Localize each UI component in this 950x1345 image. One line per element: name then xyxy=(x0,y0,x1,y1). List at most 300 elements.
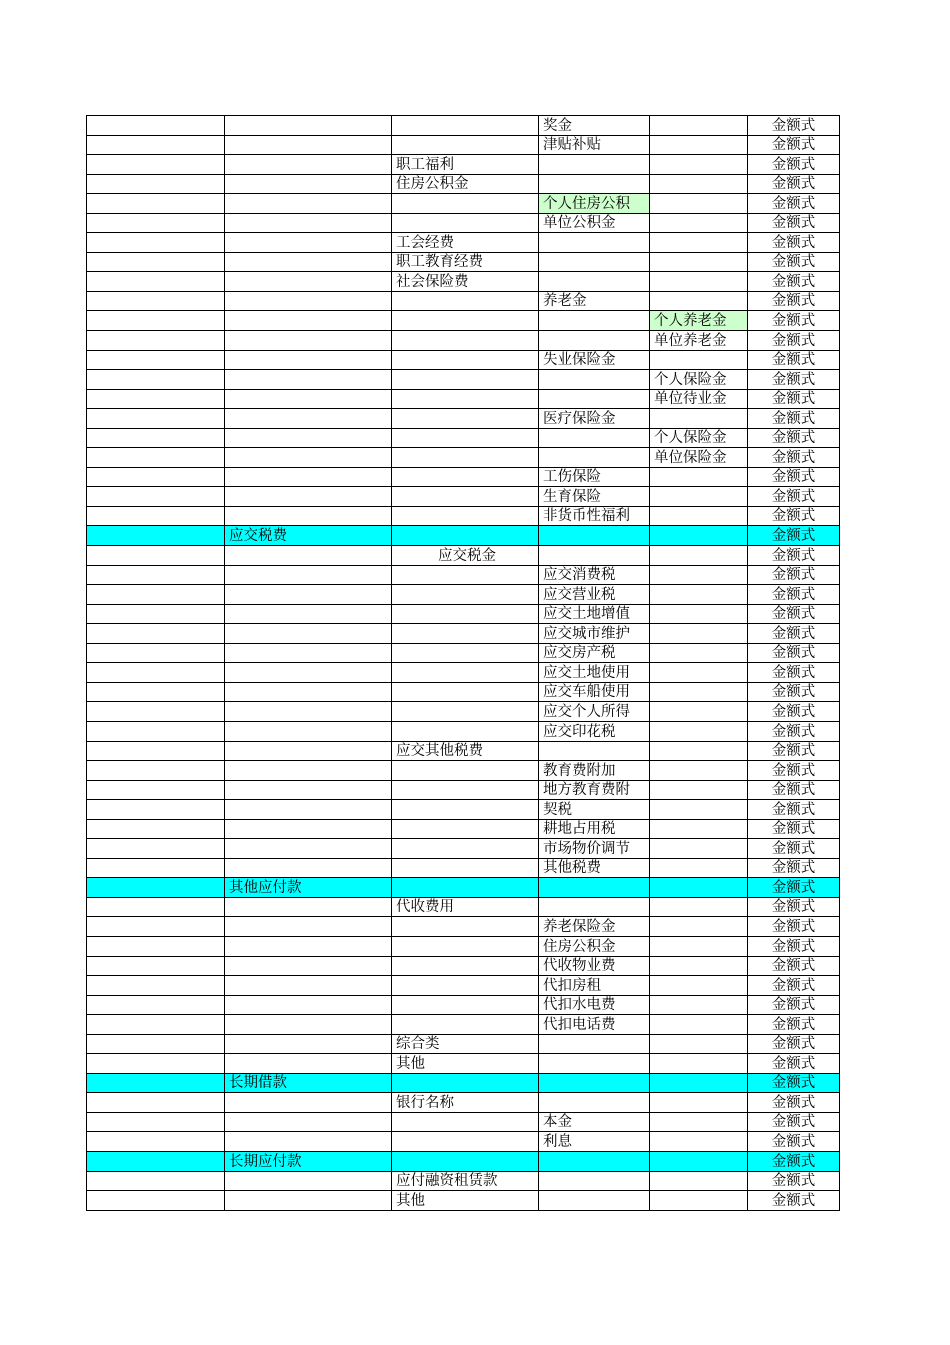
col-d-cell[interactable]: 住房公积金 xyxy=(539,936,650,956)
col-e-cell[interactable] xyxy=(650,741,748,761)
col-e-cell[interactable] xyxy=(650,800,748,820)
col-b-cell[interactable]: 长期应付款 xyxy=(225,1151,392,1171)
col-c-cell[interactable] xyxy=(392,389,539,409)
col-b-cell[interactable] xyxy=(225,761,392,781)
col-a-cell[interactable] xyxy=(87,526,225,546)
col-d-cell[interactable] xyxy=(539,1054,650,1074)
format-cell[interactable]: 金额式 xyxy=(748,702,840,722)
col-e-cell[interactable] xyxy=(650,526,748,546)
col-a-cell[interactable] xyxy=(87,428,225,448)
format-cell[interactable]: 金额式 xyxy=(748,233,840,253)
col-e-cell[interactable] xyxy=(650,936,748,956)
format-cell[interactable]: 金额式 xyxy=(748,643,840,663)
col-d-cell[interactable]: 地方教育费附 xyxy=(539,780,650,800)
col-c-cell[interactable] xyxy=(392,291,539,311)
col-c-cell[interactable]: 其他 xyxy=(392,1054,539,1074)
col-a-cell[interactable] xyxy=(87,467,225,487)
col-c-cell[interactable] xyxy=(392,800,539,820)
format-cell[interactable]: 金额式 xyxy=(748,682,840,702)
col-c-cell[interactable] xyxy=(392,956,539,976)
col-b-cell[interactable] xyxy=(225,116,392,136)
col-c-cell[interactable] xyxy=(392,331,539,351)
col-b-cell[interactable] xyxy=(225,643,392,663)
col-b-cell[interactable] xyxy=(225,956,392,976)
col-b-cell[interactable] xyxy=(225,291,392,311)
col-a-cell[interactable] xyxy=(87,956,225,976)
col-c-cell[interactable] xyxy=(392,858,539,878)
col-b-cell[interactable] xyxy=(225,311,392,331)
format-cell[interactable]: 金额式 xyxy=(748,448,840,468)
col-b-cell[interactable]: 其他应付款 xyxy=(225,878,392,898)
col-d-cell[interactable]: 养老金 xyxy=(539,291,650,311)
col-a-cell[interactable] xyxy=(87,995,225,1015)
col-b-cell[interactable] xyxy=(225,370,392,390)
col-a-cell[interactable] xyxy=(87,272,225,292)
col-a-cell[interactable] xyxy=(87,135,225,155)
col-d-cell[interactable] xyxy=(539,252,650,272)
col-d-cell[interactable]: 工伤保险 xyxy=(539,467,650,487)
col-a-cell[interactable] xyxy=(87,174,225,194)
col-b-cell[interactable] xyxy=(225,428,392,448)
col-d-cell[interactable]: 代收物业费 xyxy=(539,956,650,976)
col-d-cell[interactable] xyxy=(539,311,650,331)
format-cell[interactable]: 金额式 xyxy=(748,956,840,976)
col-c-cell[interactable] xyxy=(392,585,539,605)
col-a-cell[interactable] xyxy=(87,389,225,409)
col-b-cell[interactable] xyxy=(225,213,392,233)
col-c-cell[interactable] xyxy=(392,721,539,741)
format-cell[interactable]: 金额式 xyxy=(748,819,840,839)
col-e-cell[interactable] xyxy=(650,506,748,526)
col-e-cell[interactable] xyxy=(650,252,748,272)
col-e-cell[interactable] xyxy=(650,1171,748,1191)
col-e-cell[interactable] xyxy=(650,1054,748,1074)
format-cell[interactable]: 金额式 xyxy=(748,761,840,781)
format-cell[interactable]: 金额式 xyxy=(748,1151,840,1171)
col-a-cell[interactable] xyxy=(87,409,225,429)
col-b-cell[interactable] xyxy=(225,1132,392,1152)
col-a-cell[interactable] xyxy=(87,506,225,526)
col-e-cell[interactable] xyxy=(650,1132,748,1152)
col-e-cell[interactable] xyxy=(650,878,748,898)
col-d-cell[interactable]: 代扣房租 xyxy=(539,976,650,996)
col-d-cell[interactable] xyxy=(539,546,650,566)
col-a-cell[interactable] xyxy=(87,1151,225,1171)
format-cell[interactable]: 金额式 xyxy=(748,135,840,155)
col-a-cell[interactable] xyxy=(87,233,225,253)
col-c-cell[interactable] xyxy=(392,624,539,644)
col-a-cell[interactable] xyxy=(87,331,225,351)
col-d-cell[interactable] xyxy=(539,370,650,390)
format-cell[interactable]: 金额式 xyxy=(748,1015,840,1035)
col-e-cell[interactable] xyxy=(650,135,748,155)
col-a-cell[interactable] xyxy=(87,1015,225,1035)
format-cell[interactable]: 金额式 xyxy=(748,897,840,917)
col-d-cell[interactable]: 本金 xyxy=(539,1112,650,1132)
col-c-cell[interactable] xyxy=(392,1151,539,1171)
format-cell[interactable]: 金额式 xyxy=(748,917,840,937)
col-b-cell[interactable] xyxy=(225,604,392,624)
col-d-cell[interactable] xyxy=(539,1171,650,1191)
col-c-cell[interactable] xyxy=(392,976,539,996)
col-d-cell[interactable]: 应交土地使用 xyxy=(539,663,650,683)
col-a-cell[interactable] xyxy=(87,858,225,878)
col-c-cell[interactable] xyxy=(392,311,539,331)
col-c-cell[interactable]: 工会经费 xyxy=(392,233,539,253)
col-c-cell[interactable] xyxy=(392,995,539,1015)
col-b-cell[interactable] xyxy=(225,409,392,429)
col-e-cell[interactable] xyxy=(650,585,748,605)
col-a-cell[interactable] xyxy=(87,116,225,136)
col-e-cell[interactable] xyxy=(650,858,748,878)
col-c-cell[interactable] xyxy=(392,917,539,937)
col-a-cell[interactable] xyxy=(87,546,225,566)
col-b-cell[interactable] xyxy=(225,135,392,155)
col-e-cell[interactable]: 单位养老金 xyxy=(650,331,748,351)
col-c-cell[interactable] xyxy=(392,350,539,370)
col-c-cell[interactable]: 应交其他税费 xyxy=(392,741,539,761)
col-e-cell[interactable] xyxy=(650,956,748,976)
format-cell[interactable]: 金额式 xyxy=(748,1093,840,1113)
col-b-cell[interactable] xyxy=(225,252,392,272)
col-d-cell[interactable]: 代扣水电费 xyxy=(539,995,650,1015)
col-d-cell[interactable]: 其他税费 xyxy=(539,858,650,878)
col-c-cell[interactable] xyxy=(392,1112,539,1132)
col-e-cell[interactable] xyxy=(650,1112,748,1132)
format-cell[interactable]: 金额式 xyxy=(748,839,840,859)
col-d-cell[interactable]: 生育保险 xyxy=(539,487,650,507)
col-d-cell[interactable]: 应交个人所得 xyxy=(539,702,650,722)
col-d-cell[interactable]: 应交印花税 xyxy=(539,721,650,741)
col-e-cell[interactable] xyxy=(650,682,748,702)
col-e-cell[interactable] xyxy=(650,565,748,585)
format-cell[interactable]: 金额式 xyxy=(748,291,840,311)
col-a-cell[interactable] xyxy=(87,311,225,331)
col-e-cell[interactable] xyxy=(650,995,748,1015)
col-c-cell[interactable] xyxy=(392,409,539,429)
col-a-cell[interactable] xyxy=(87,761,225,781)
col-e-cell[interactable] xyxy=(650,1015,748,1035)
col-a-cell[interactable] xyxy=(87,370,225,390)
col-b-cell[interactable] xyxy=(225,331,392,351)
col-e-cell[interactable] xyxy=(650,604,748,624)
col-c-cell[interactable] xyxy=(392,819,539,839)
col-e-cell[interactable] xyxy=(650,721,748,741)
col-a-cell[interactable] xyxy=(87,936,225,956)
col-c-cell[interactable]: 应交税金 xyxy=(392,546,539,566)
col-d-cell[interactable]: 非货币性福利 xyxy=(539,506,650,526)
col-b-cell[interactable] xyxy=(225,1034,392,1054)
format-cell[interactable]: 金额式 xyxy=(748,585,840,605)
col-a-cell[interactable] xyxy=(87,917,225,937)
col-c-cell[interactable]: 综合类 xyxy=(392,1034,539,1054)
col-a-cell[interactable] xyxy=(87,1191,225,1211)
col-c-cell[interactable] xyxy=(392,135,539,155)
col-e-cell[interactable] xyxy=(650,155,748,175)
format-cell[interactable]: 金额式 xyxy=(748,272,840,292)
col-c-cell[interactable] xyxy=(392,682,539,702)
col-a-cell[interactable] xyxy=(87,682,225,702)
col-a-cell[interactable] xyxy=(87,702,225,722)
col-d-cell[interactable]: 应交消费税 xyxy=(539,565,650,585)
col-d-cell[interactable]: 应交营业税 xyxy=(539,585,650,605)
col-d-cell[interactable] xyxy=(539,389,650,409)
col-d-cell[interactable] xyxy=(539,1034,650,1054)
col-c-cell[interactable] xyxy=(392,526,539,546)
col-b-cell[interactable] xyxy=(225,467,392,487)
col-a-cell[interactable] xyxy=(87,1171,225,1191)
col-b-cell[interactable] xyxy=(225,839,392,859)
col-b-cell[interactable] xyxy=(225,976,392,996)
col-d-cell[interactable]: 应交房产税 xyxy=(539,643,650,663)
col-c-cell[interactable] xyxy=(392,116,539,136)
format-cell[interactable]: 金额式 xyxy=(748,604,840,624)
col-e-cell[interactable] xyxy=(650,272,748,292)
format-cell[interactable]: 金额式 xyxy=(748,370,840,390)
col-b-cell[interactable] xyxy=(225,350,392,370)
col-d-cell[interactable] xyxy=(539,331,650,351)
col-b-cell[interactable] xyxy=(225,1054,392,1074)
col-e-cell[interactable] xyxy=(650,233,748,253)
col-d-cell[interactable]: 利息 xyxy=(539,1132,650,1152)
format-cell[interactable]: 金额式 xyxy=(748,878,840,898)
col-d-cell[interactable] xyxy=(539,897,650,917)
format-cell[interactable]: 金额式 xyxy=(748,1191,840,1211)
col-d-cell[interactable] xyxy=(539,428,650,448)
col-d-cell[interactable]: 应交城市维护 xyxy=(539,624,650,644)
format-cell[interactable]: 金额式 xyxy=(748,1112,840,1132)
col-c-cell[interactable] xyxy=(392,643,539,663)
col-e-cell[interactable] xyxy=(650,780,748,800)
col-c-cell[interactable]: 社会保险费 xyxy=(392,272,539,292)
col-b-cell[interactable] xyxy=(225,682,392,702)
col-a-cell[interactable] xyxy=(87,839,225,859)
col-e-cell[interactable] xyxy=(650,467,748,487)
format-cell[interactable]: 金额式 xyxy=(748,663,840,683)
col-b-cell[interactable] xyxy=(225,858,392,878)
col-b-cell[interactable] xyxy=(225,546,392,566)
col-b-cell[interactable] xyxy=(225,565,392,585)
col-d-cell[interactable]: 教育费附加 xyxy=(539,761,650,781)
format-cell[interactable]: 金额式 xyxy=(748,467,840,487)
format-cell[interactable]: 金额式 xyxy=(748,155,840,175)
col-e-cell[interactable] xyxy=(650,1191,748,1211)
col-c-cell[interactable] xyxy=(392,936,539,956)
col-b-cell[interactable] xyxy=(225,233,392,253)
format-cell[interactable]: 金额式 xyxy=(748,1132,840,1152)
format-cell[interactable]: 金额式 xyxy=(748,1034,840,1054)
col-c-cell[interactable] xyxy=(392,487,539,507)
format-cell[interactable]: 金额式 xyxy=(748,565,840,585)
col-b-cell[interactable] xyxy=(225,702,392,722)
col-a-cell[interactable] xyxy=(87,604,225,624)
format-cell[interactable]: 金额式 xyxy=(748,976,840,996)
col-d-cell[interactable]: 奖金 xyxy=(539,116,650,136)
col-d-cell[interactable]: 津贴补贴 xyxy=(539,135,650,155)
col-d-cell[interactable]: 单位公积金 xyxy=(539,213,650,233)
format-cell[interactable]: 金额式 xyxy=(748,487,840,507)
col-d-cell[interactable]: 代扣电话费 xyxy=(539,1015,650,1035)
col-e-cell[interactable] xyxy=(650,976,748,996)
format-cell[interactable]: 金额式 xyxy=(748,858,840,878)
col-d-cell[interactable]: 失业保险金 xyxy=(539,350,650,370)
format-cell[interactable]: 金额式 xyxy=(748,506,840,526)
col-c-cell[interactable] xyxy=(392,780,539,800)
col-a-cell[interactable] xyxy=(87,1132,225,1152)
col-c-cell[interactable] xyxy=(392,448,539,468)
col-b-cell[interactable] xyxy=(225,663,392,683)
col-d-cell[interactable]: 应交土地增值 xyxy=(539,604,650,624)
col-b-cell[interactable] xyxy=(225,506,392,526)
col-c-cell[interactable] xyxy=(392,467,539,487)
col-e-cell[interactable] xyxy=(650,194,748,214)
col-e-cell[interactable]: 个人保险金 xyxy=(650,370,748,390)
col-e-cell[interactable] xyxy=(650,174,748,194)
col-b-cell[interactable] xyxy=(225,448,392,468)
col-c-cell[interactable] xyxy=(392,565,539,585)
col-e-cell[interactable] xyxy=(650,409,748,429)
col-b-cell[interactable] xyxy=(225,917,392,937)
col-c-cell[interactable] xyxy=(392,878,539,898)
format-cell[interactable]: 金额式 xyxy=(748,409,840,429)
col-b-cell[interactable] xyxy=(225,1112,392,1132)
format-cell[interactable]: 金额式 xyxy=(748,800,840,820)
format-cell[interactable]: 金额式 xyxy=(748,331,840,351)
col-d-cell[interactable] xyxy=(539,1073,650,1093)
col-c-cell[interactable]: 应付融资租赁款 xyxy=(392,1171,539,1191)
col-d-cell[interactable]: 医疗保险金 xyxy=(539,409,650,429)
col-b-cell[interactable] xyxy=(225,897,392,917)
col-b-cell[interactable] xyxy=(225,1015,392,1035)
col-d-cell[interactable] xyxy=(539,155,650,175)
format-cell[interactable]: 金额式 xyxy=(748,116,840,136)
col-b-cell[interactable] xyxy=(225,780,392,800)
col-e-cell[interactable] xyxy=(650,839,748,859)
col-e-cell[interactable] xyxy=(650,819,748,839)
col-c-cell[interactable] xyxy=(392,1073,539,1093)
col-b-cell[interactable] xyxy=(225,272,392,292)
format-cell[interactable]: 金额式 xyxy=(748,213,840,233)
col-e-cell[interactable] xyxy=(650,897,748,917)
col-e-cell[interactable]: 单位保险金 xyxy=(650,448,748,468)
col-c-cell[interactable] xyxy=(392,506,539,526)
col-a-cell[interactable] xyxy=(87,1054,225,1074)
col-d-cell[interactable]: 养老保险金 xyxy=(539,917,650,937)
col-a-cell[interactable] xyxy=(87,252,225,272)
col-a-cell[interactable] xyxy=(87,1073,225,1093)
col-b-cell[interactable]: 长期借款 xyxy=(225,1073,392,1093)
col-c-cell[interactable] xyxy=(392,761,539,781)
col-a-cell[interactable] xyxy=(87,585,225,605)
col-a-cell[interactable] xyxy=(87,976,225,996)
col-c-cell[interactable] xyxy=(392,213,539,233)
col-b-cell[interactable] xyxy=(225,624,392,644)
col-c-cell[interactable]: 代收费用 xyxy=(392,897,539,917)
col-b-cell[interactable] xyxy=(225,1093,392,1113)
col-a-cell[interactable] xyxy=(87,643,225,663)
col-a-cell[interactable] xyxy=(87,663,225,683)
col-e-cell[interactable] xyxy=(650,643,748,663)
col-c-cell[interactable] xyxy=(392,370,539,390)
col-c-cell[interactable]: 其他 xyxy=(392,1191,539,1211)
format-cell[interactable]: 金额式 xyxy=(748,780,840,800)
format-cell[interactable]: 金额式 xyxy=(748,252,840,272)
col-d-cell[interactable] xyxy=(539,272,650,292)
col-a-cell[interactable] xyxy=(87,487,225,507)
col-e-cell[interactable]: 个人保险金 xyxy=(650,428,748,448)
col-e-cell[interactable] xyxy=(650,624,748,644)
col-c-cell[interactable]: 职工福利 xyxy=(392,155,539,175)
col-a-cell[interactable] xyxy=(87,897,225,917)
col-e-cell[interactable] xyxy=(650,1073,748,1093)
col-b-cell[interactable]: 应交税费 xyxy=(225,526,392,546)
col-b-cell[interactable] xyxy=(225,936,392,956)
col-d-cell[interactable] xyxy=(539,1093,650,1113)
format-cell[interactable]: 金额式 xyxy=(748,936,840,956)
col-d-cell[interactable] xyxy=(539,878,650,898)
format-cell[interactable]: 金额式 xyxy=(748,526,840,546)
col-b-cell[interactable] xyxy=(225,800,392,820)
col-b-cell[interactable] xyxy=(225,1171,392,1191)
col-c-cell[interactable]: 住房公积金 xyxy=(392,174,539,194)
col-b-cell[interactable] xyxy=(225,174,392,194)
col-d-cell[interactable] xyxy=(539,741,650,761)
col-e-cell[interactable] xyxy=(650,1151,748,1171)
col-c-cell[interactable] xyxy=(392,839,539,859)
col-e-cell[interactable] xyxy=(650,663,748,683)
col-e-cell[interactable] xyxy=(650,116,748,136)
col-d-cell[interactable] xyxy=(539,526,650,546)
col-d-cell[interactable] xyxy=(539,174,650,194)
col-b-cell[interactable] xyxy=(225,194,392,214)
col-e-cell[interactable] xyxy=(650,546,748,566)
col-d-cell[interactable] xyxy=(539,233,650,253)
col-a-cell[interactable] xyxy=(87,448,225,468)
col-c-cell[interactable] xyxy=(392,604,539,624)
col-a-cell[interactable] xyxy=(87,819,225,839)
col-b-cell[interactable] xyxy=(225,155,392,175)
col-b-cell[interactable] xyxy=(225,389,392,409)
col-b-cell[interactable] xyxy=(225,741,392,761)
col-b-cell[interactable] xyxy=(225,721,392,741)
col-e-cell[interactable] xyxy=(650,761,748,781)
col-b-cell[interactable] xyxy=(225,819,392,839)
format-cell[interactable]: 金额式 xyxy=(748,350,840,370)
col-d-cell[interactable] xyxy=(539,1191,650,1211)
col-a-cell[interactable] xyxy=(87,624,225,644)
col-b-cell[interactable] xyxy=(225,487,392,507)
col-a-cell[interactable] xyxy=(87,1034,225,1054)
col-a-cell[interactable] xyxy=(87,1093,225,1113)
col-e-cell[interactable] xyxy=(650,917,748,937)
format-cell[interactable]: 金额式 xyxy=(748,428,840,448)
format-cell[interactable]: 金额式 xyxy=(748,1054,840,1074)
col-c-cell[interactable] xyxy=(392,194,539,214)
col-e-cell[interactable] xyxy=(650,291,748,311)
col-e-cell[interactable]: 个人养老金 xyxy=(650,311,748,331)
col-d-cell[interactable]: 耕地占用税 xyxy=(539,819,650,839)
format-cell[interactable]: 金额式 xyxy=(748,1073,840,1093)
col-c-cell[interactable] xyxy=(392,702,539,722)
format-cell[interactable]: 金额式 xyxy=(748,194,840,214)
format-cell[interactable]: 金额式 xyxy=(748,546,840,566)
format-cell[interactable]: 金额式 xyxy=(748,174,840,194)
col-e-cell[interactable] xyxy=(650,702,748,722)
col-b-cell[interactable] xyxy=(225,585,392,605)
col-c-cell[interactable]: 职工教育经费 xyxy=(392,252,539,272)
col-e-cell[interactable] xyxy=(650,1093,748,1113)
format-cell[interactable]: 金额式 xyxy=(748,721,840,741)
